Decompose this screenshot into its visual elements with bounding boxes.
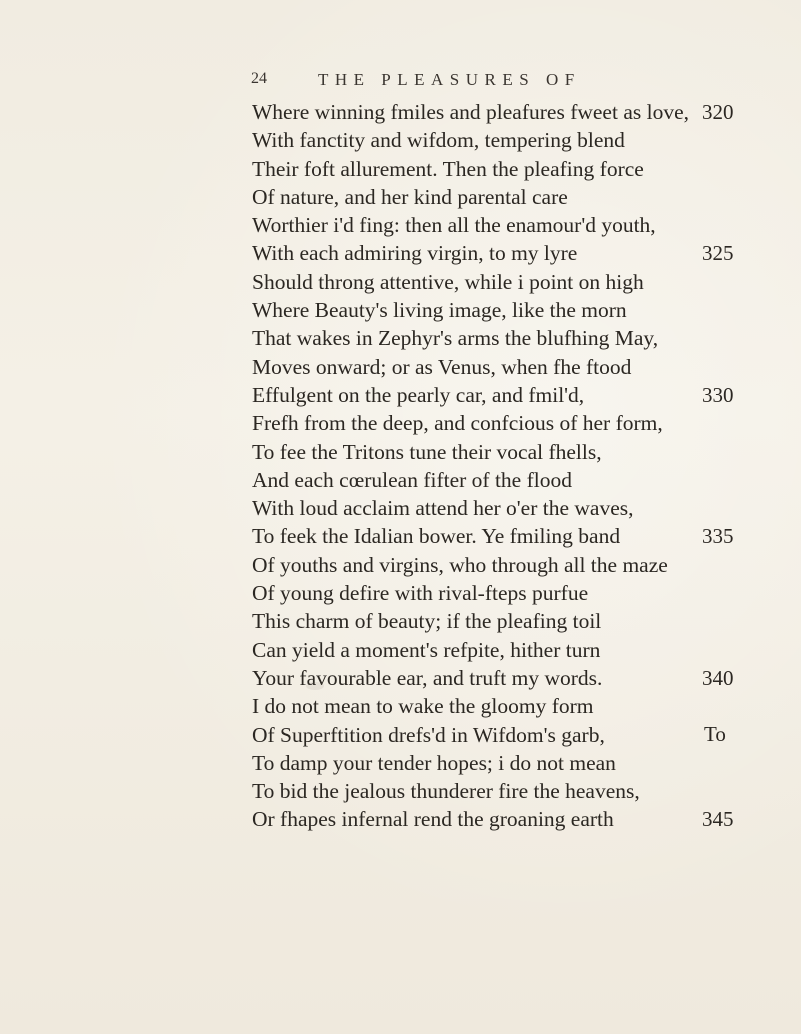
line-number: 320 <box>702 100 734 124</box>
verse-line <box>252 607 752 635</box>
verse-line <box>252 324 752 352</box>
verse-line-text: Their foft allurement. Then the pleafing force <box>252 156 644 181</box>
running-head <box>0 70 801 90</box>
verse-line <box>252 98 752 126</box>
verse-line <box>252 636 752 664</box>
verse-line <box>252 551 752 579</box>
verse-line <box>252 155 752 183</box>
poem-text <box>252 98 752 834</box>
verse-line <box>252 749 752 777</box>
verse-line <box>252 494 752 522</box>
verse-line-text: Or fhapes infernal rend the groaning earth <box>252 807 614 832</box>
verse-line-text: Your favourable ear, and truft my words. <box>252 665 603 690</box>
verse-line <box>252 466 752 494</box>
verse-line <box>252 268 752 296</box>
verse-line <box>252 579 752 607</box>
verse-line-text: To feek the Idalian bower. Ye fmiling band <box>252 524 621 549</box>
line-number: 335 <box>702 524 734 549</box>
paper-stain <box>306 682 324 690</box>
verse-line-text: With fanctity and wifdom, tempering blend <box>252 128 625 153</box>
verse-line <box>252 522 752 550</box>
verse-line-text: Worthier i'd fing: then all the enamour'd youth, <box>252 213 656 238</box>
verse-line <box>252 692 752 720</box>
verse-line-text: Should throng attentive, while i point on high <box>252 269 644 294</box>
verse-line-text: Frefh from the deep, and confcious of her form, <box>252 411 663 436</box>
verse-line <box>252 239 752 267</box>
verse-line <box>252 721 752 749</box>
verse-line-text: With loud acclaim attend her o'er the waves, <box>252 496 634 521</box>
verse-line-text: With each admiring virgin, to my lyre <box>252 241 578 266</box>
verse-line-text: Can yield a moment's refpite, hither turn <box>252 637 601 662</box>
line-number: 330 <box>702 382 734 407</box>
verse-line <box>252 183 752 211</box>
catchword: To <box>704 722 726 746</box>
verse-line-text: I do not mean to wake the gloomy form <box>252 694 594 719</box>
line-number: 340 <box>702 665 734 690</box>
line-number: 345 <box>702 807 734 832</box>
verse-line-text: That wakes in Zephyr's arms the blufhing May, <box>252 326 659 351</box>
verse-line-text: Of Superftition drefs'd in Wifdom's garb, <box>252 722 605 747</box>
verse-line <box>252 664 752 692</box>
verse-line-text: And each cœrulean fifter of the flood <box>252 467 572 492</box>
verse-line-text: Where Beauty's living image, like the morn <box>252 298 627 323</box>
verse-line <box>252 353 752 381</box>
verse-line-text: This charm of beauty; if the pleafing toil <box>252 609 602 634</box>
verse-line-text: Where winning fmiles and pleafures fweet as love, <box>252 100 690 124</box>
verse-line-text: Effulgent on the pearly car, and fmil'd, <box>252 382 585 407</box>
verse-line <box>252 777 752 805</box>
verse-line-text: Of nature, and her kind parental care <box>252 184 568 209</box>
verse-line-text: To bid the jealous thunderer fire the heavens, <box>252 779 640 804</box>
verse-line <box>252 805 752 833</box>
verse-line-text: Of young defire with rival-fteps purfue <box>252 581 589 606</box>
verse-line <box>252 296 752 324</box>
verse-line-text: To fee the Tritons tune their vocal fhells, <box>252 439 602 464</box>
verse-line <box>252 438 752 466</box>
verse-line <box>252 409 752 437</box>
running-title: THE PLEASURES OF <box>318 70 581 89</box>
verse-line <box>252 381 752 409</box>
verse-line <box>252 211 752 239</box>
verse-line-text: Moves onward; or as Venus, when fhe ftood <box>252 354 632 379</box>
line-number: 325 <box>702 241 734 266</box>
verse-line <box>252 126 752 154</box>
verse-line-text: To damp your tender hopes; i do not mean <box>252 750 616 775</box>
verse-line-text: Of youths and virgins, who through all the maze <box>252 552 668 577</box>
page-number: 24 <box>251 70 267 87</box>
